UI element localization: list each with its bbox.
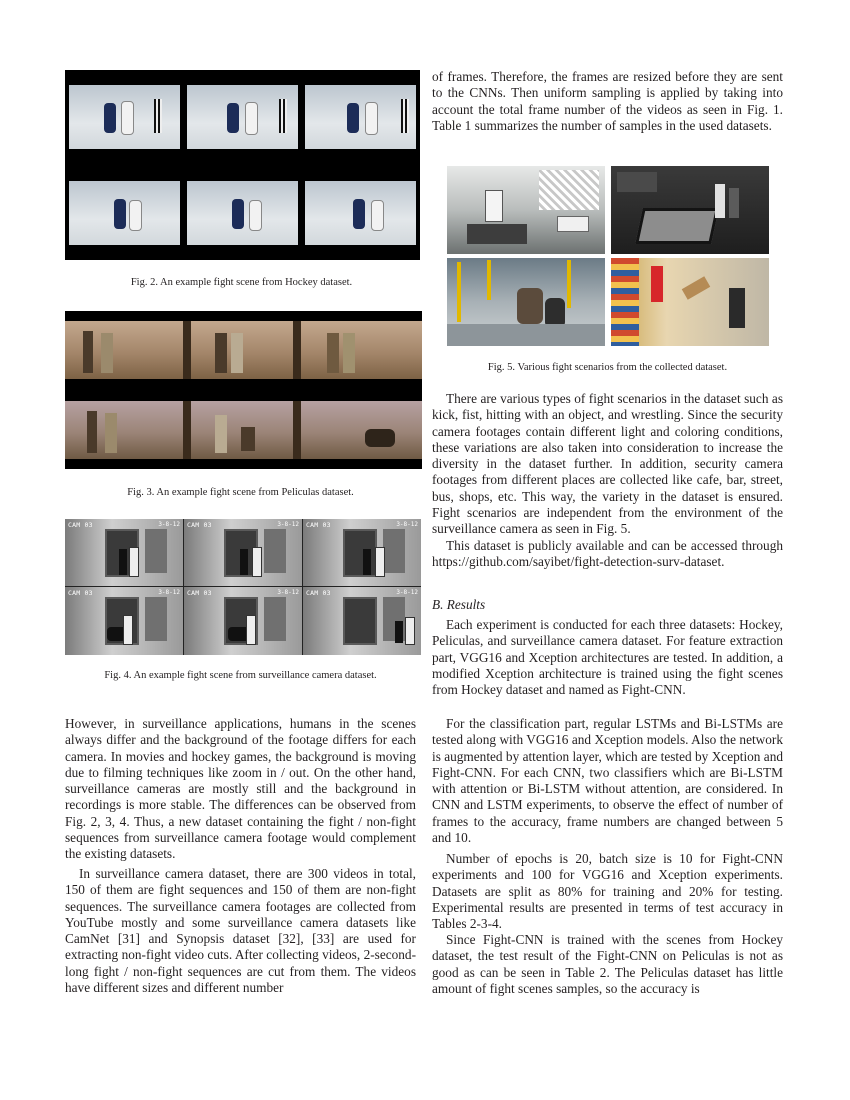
- scenario-bar: [611, 166, 769, 254]
- left-paragraph-2: In surveillance camera dataset, there are 300 videos in total, 150 of them are fight sequences and 150 of them are non-fight sequences. The surveillance camera footages are collected from YouTube mostly and some surveillance camera datasets like CamNet [31] and Synopsis dataset [32], [33] are used for extracting non-fight video cuts. After collecting videos, 2-second-long fight / non-fight sequences are cut from them. The videos have different sizes and different number: [65, 866, 416, 996]
- movie-frame: [65, 401, 422, 459]
- cam-label: CAM 03: [68, 521, 93, 529]
- figure-4-surveillance: [65, 519, 421, 655]
- figure-2-caption: Fig. 2. An example fight scene from Hockey dataset.: [130, 277, 353, 288]
- cam-label: CAM 03: [306, 589, 331, 597]
- cam-timestamp: 3-8-12: [158, 521, 180, 528]
- right-paragraph-1: There are various types of fight scenarios in the dataset such as kick, fist, hitting with an object, and wrestling. Since the security camera footages contain different light and coloring conditions, these variations are also taken into consideration to increase the diversity in the dataset further. In addition, security camera footages from different places are collected like cafe, bar, street, bus, shops, etc. This way, the variety in the dataset is ensured. Fight scenarios are independent from the environment of the surveillance camera as seen in Fig. 5.: [432, 391, 783, 537]
- figure-5-caption: Fig. 5. Various fight scenarios from the collected dataset.: [487, 362, 728, 373]
- hockey-frame: [69, 85, 180, 149]
- hockey-frame: [187, 85, 298, 149]
- surveillance-frame: [303, 587, 421, 655]
- cam-label: CAM 03: [187, 521, 212, 529]
- surveillance-frame: [65, 519, 183, 586]
- hockey-frame: [69, 181, 180, 245]
- scenario-cafe: [447, 166, 605, 254]
- scenario-bus: [447, 258, 605, 346]
- figure-4-caption: Fig. 4. An example fight scene from surveillance camera dataset.: [104, 670, 377, 681]
- left-paragraph-1: However, in surveillance applications, humans in the scenes always differ and the background of the footage differs for each camera. In movies and hockey games, the background is moving due to filming techniques like zoom in / out. On the other hand, surveillance cameras are mostly still and the background in recordings is more stable. The differences can be observed from Fig. 2, 3, 4. Thus, a new dataset containing the fight / non-fight sequences from surveillance camera footage would complement the existing datasets.: [65, 716, 416, 862]
- figure-3-caption: Fig. 3. An example fight scene from Peliculas dataset.: [127, 487, 354, 498]
- right-paragraph-4: For the classification part, regular LSTMs and Bi-LSTMs are tested along with VGG16 and Xception models. Also the network is augmented by attention layer, which are tested by Xception and Fight-CNN. For each CNN, two classifiers which are Bi-LSTM with attention or Bi-LSTM without attention, are considered. In CNN and LSTM experiments, to observe the effect of number of frames to the accuracy, frame numbers are changed between 5 and 10.: [432, 716, 783, 846]
- surveillance-frame: [65, 587, 183, 655]
- cam-label: CAM 03: [187, 589, 212, 597]
- surveillance-frame: [303, 519, 421, 586]
- right-paragraph-5: Number of epochs is 20, batch size is 10 for Fight-CNN experiments and 100 for VGG16 and Xception experiments. Datasets are split as 80% for training and 20% for testing. Experimental results are presented in terms of test accuracy in Tables 2-3-4.: [432, 851, 783, 932]
- figure-3-peliculas: [65, 311, 422, 469]
- cam-timestamp: 3-8-12: [277, 589, 299, 596]
- cam-label: CAM 03: [68, 589, 93, 597]
- figure-5-scenarios: [447, 166, 769, 346]
- movie-frame: [65, 321, 422, 379]
- right-paragraph-3: Each experiment is conducted for each three datasets: Hockey, Peliculas, and surveillance camera dataset. For feature extraction part, VGG16 and Xception architectures are tested. In addition, a modified Xception architecture is trained using the fight scenes from Hockey dataset and named as Fight-CNN.: [432, 617, 783, 698]
- figure-2-hockey: [65, 70, 420, 260]
- cam-timestamp: 3-8-12: [396, 589, 418, 596]
- cam-timestamp: 3-8-12: [396, 521, 418, 528]
- cam-label: CAM 03: [306, 521, 331, 529]
- right-paragraph-6: Since Fight-CNN is trained with the scenes from Hockey dataset, the test result of the Fight-CNN on Peliculas is not as good as can be seen in Table 2. The Peliculas dataset has little amount of fight scenes samples, so the accuracy is: [432, 932, 783, 996]
- hockey-frame: [305, 181, 416, 245]
- hockey-frame: [305, 85, 416, 149]
- cam-timestamp: 3-8-12: [277, 521, 299, 528]
- surveillance-frame: [184, 519, 302, 586]
- right-paragraph-2: This dataset is publicly available and can be accessed through https://github.com/sayibet/fight-detection-surv-dataset.: [432, 538, 783, 570]
- hockey-frame: [187, 181, 298, 245]
- right-paragraph-0: of frames. Therefore, the frames are resized before they are sent to the CNNs. Then uniform sampling is applied by taking into account the total frame number of the videos as seen in Fig. 1. Table 1 summarizes the number of samples in the used datasets.: [432, 69, 783, 133]
- scenario-shop: [611, 258, 769, 346]
- section-heading-results: B. Results: [432, 597, 486, 612]
- surveillance-frame: [184, 587, 302, 655]
- cam-timestamp: 3-8-12: [158, 589, 180, 596]
